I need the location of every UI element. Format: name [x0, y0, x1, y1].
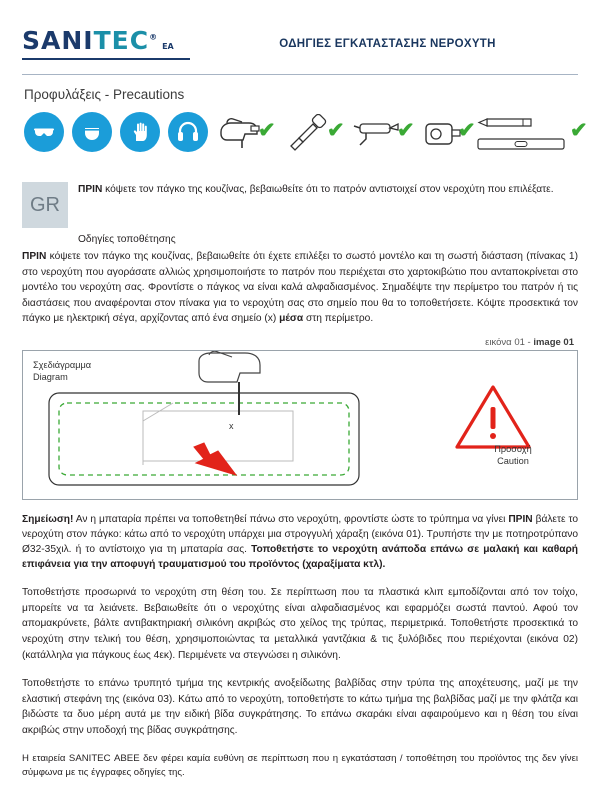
- note-text-1: Αν η μπαταρία πρέπει να τοποθετηθεί πάνω στο νεροχύτη, φροντίστε ώστε το τρύπημα να γίνει: [73, 513, 509, 525]
- precaution-icon-strip: [22, 112, 578, 170]
- language-badge: GR: [22, 182, 68, 228]
- jigsaw-check-icon: [258, 120, 276, 141]
- brand-name-part2: TEC: [93, 26, 150, 55]
- figure-caption: [22, 337, 574, 348]
- measuring-tape-icon: [422, 118, 462, 155]
- instructions-body-bold: μέσα: [279, 313, 304, 324]
- document-header: [22, 0, 578, 60]
- diagram-label-line1: Σχεδιάγραμμα: [33, 359, 92, 370]
- brand-logo-underline: [22, 58, 190, 60]
- pencil-level-check-icon: [570, 120, 588, 141]
- diagram-figure: [22, 350, 578, 500]
- brand-suffix: ΕΑ: [162, 42, 174, 51]
- safety-gloves-icon: [120, 112, 160, 152]
- instructions-subhead: Οδηγίες τοποθέτησης: [78, 234, 176, 245]
- spirit-level-icon: [477, 136, 567, 157]
- note-text-2: βάλετε το νεροχύτη στον πάγκο: κάτω από το νεροχύτη υπάρχει μια στρογγυλή χάραξη (εικόνα 01). Τρυπήστε την με ποτηροτρύπανο Ø32-35χιλ. ή το αντίστοιχο για τη μπαταρία σας.: [22, 513, 578, 556]
- instructions-paragraph: [22, 249, 578, 327]
- diagram-artwork: [23, 351, 578, 499]
- liability-footer-note: Η εταιρεία SANITEC ΑΒΕΕ δεν φέρει καμία ευθύνη σε περίπτωση που η εγκατάσταση / τοποθέτηση του προϊόντος της δεν γίνει σύμφωνα με τις έγγραφες οδηγίες της.: [22, 753, 578, 779]
- paragraph-1: Τοποθετήστε προσωρινά το νεροχύτη στη θέση του. Σε περίπτωση που τα πλαστικά κλιπ εμποδίζονται από τον τοίχο, μπορείτε να τα λειάνετε. Βεβαιωθείτε ότι ο νεροχύτης είναι αλφαδιασμένος και εφαρμόζει σωστά παντού. Αφού τον απομακρύνετε, βάλτε αντιβακτηριακή σιλικόνη ακριβώς στο χείλος της τρύπας, περιμετρικά. Τοποθετήστε προσεκτικά το νεροχύτη στην τελική του θέση, χρησιμοποιώντας τα μεταλλικά γαντζάκια & τις ξυλόβιδες που περιέχονται (εικόνα 02) (κατάλληλα για πάγκους έως 4εκ). Περιμένετε να στεγνώσει η σιλικόνη.: [22, 586, 578, 661]
- brand-name-part1: SANI: [22, 26, 94, 55]
- ear-protection-icon: [168, 112, 208, 152]
- brand-logo-text: [22, 26, 197, 55]
- pencil-icon: [477, 114, 537, 137]
- caution-label-line2: Caution: [497, 455, 529, 466]
- instructions-body-2: στη περίμετρο.: [303, 313, 374, 324]
- brand-logo: [22, 26, 197, 60]
- caution-label: [477, 443, 549, 468]
- page-title: ΟΔΗΓΙΕΣ ΕΓΚΑΤΑΣΤΑΣΗΣ ΝΕΡΟΧΥΤΗ: [279, 38, 496, 50]
- section-title: Προφυλάξεις - Precautions: [24, 87, 185, 102]
- intro-body: κόψετε τον πάγκο της κουζίνας, βεβαιωθείτε ότι το πατρόν αντιστοιχεί στον νεροχύτη που επιλέξατε.: [102, 184, 554, 195]
- figure-caption-bold: image 01: [533, 336, 574, 348]
- instructions-bold-lead: ΠΡΙΝ: [22, 251, 47, 262]
- language-intro-row: [22, 182, 578, 228]
- screwdriver-check-icon: [327, 120, 345, 141]
- screwdriver-icon: [287, 114, 331, 157]
- svg-text:x: x: [229, 420, 234, 431]
- note-paragraph: [22, 512, 578, 573]
- safety-goggles-icon: [24, 112, 64, 152]
- dust-mask-icon: [72, 112, 112, 152]
- note-bold-3: Τοποθετήστε το νεροχύτη ανάποδα επάνω σε μαλακή και καθαρή επιφάνεια για την αποφυγή τραυματισμού του προϊόντος (χαραξίματα κτλ).: [22, 544, 578, 571]
- header-divider: [22, 74, 578, 75]
- intro-bold-lead: ΠΡΙΝ: [78, 184, 103, 195]
- figure-caption-plain: εικόνα 01 -: [485, 336, 534, 348]
- note-bold-2: ΠΡΙΝ: [508, 513, 533, 525]
- intro-text: [78, 182, 554, 228]
- measuring-tape-check-icon: [458, 120, 476, 141]
- diagram-label-line2: Diagram: [33, 371, 68, 382]
- paragraph-2: Τοποθετήστε το επάνω τρυπητό τμήμα της κεντρικής ανοξείδωτης βαλβίδας στην τρύπα της αποχέτευσης, μαζί με την ελαστική στεφάνη της (εικόνα 03). Κάτω από το νεροχύτη, τοποθετήστε το κάτω τμήμα της βαλβίδας μαζί με την φλάτζα και βιδώστε τα δυο μέρη αυτά με την ειδική βίδα συγκράτησης. Το επάνω σκαράκι είναι αφαιρούμενο και η θέση του είναι ακριβώς στην υποδοχή της βίδας συγκράτησης.: [22, 677, 578, 737]
- brand-registered-mark: ®: [149, 32, 159, 42]
- silicone-gun-check-icon: [397, 120, 415, 141]
- note-bold-lead: Σημείωση!: [22, 513, 74, 525]
- instructions-body-1: κόψετε τον πάγκο της κουζίνας, βεβαιωθείτε ότι έχετε επιλέξει το σωστό μοντέλο και τη σωστή διάσταση (πίνακας 1) στο νεροχύτη που αγοράσατε αλλιώς χρησιμοποιήστε το πατρόν που περιέχεται στο χαρτοκιβώτιο που ανταποκρίνεται στο μοντέλο του νεροχύτη σας. Φροντίστε ο πάγκος να είναι καλά αλφαδιασμένος. Σημαδέψτε την περίμετρο του πατρόν ή τις διαστάσεις που αναφέρονται στον πίνακα για το νεροχύτη σας στο σημείο που θα το τοποθετήσετε. Κόψτε προσεκτικά τον πάγκο με ηλεκτρική σέγα, αρχίζοντας από ένα σημείο (x): [22, 251, 578, 324]
- caution-label-line1: Προσοχή: [494, 443, 532, 454]
